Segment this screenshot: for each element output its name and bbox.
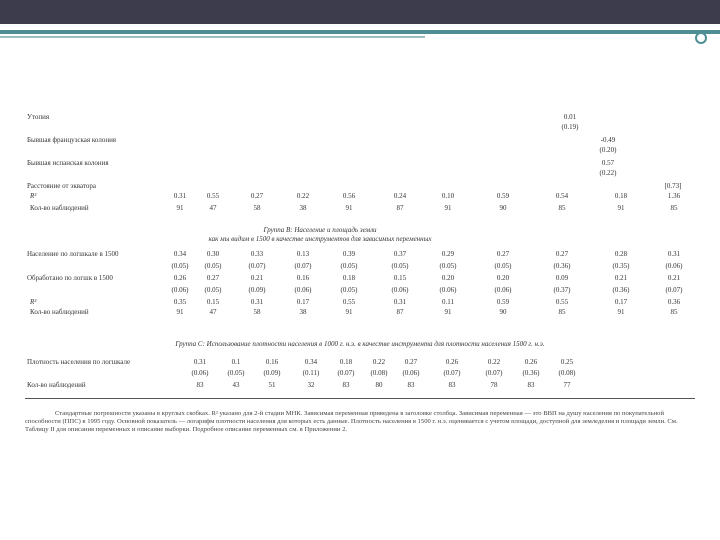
r2-label: R² (30, 298, 37, 306)
coef-value: 0.34 (173, 250, 187, 258)
n-value: 83 (527, 381, 535, 389)
coef-se: (0.37) (553, 286, 571, 294)
n-value: 58 (253, 204, 261, 212)
coef-se: (0.05) (439, 262, 457, 270)
coef-se: (0.07) (485, 369, 503, 377)
coef-value: 0.31 (193, 358, 207, 366)
coef-value: 0.20 (441, 274, 455, 282)
n-value: 91 (444, 204, 452, 212)
n-value: 85 (670, 308, 678, 316)
coef-se: (0.06) (439, 286, 457, 294)
coef-value: 0.1 (231, 358, 241, 366)
n-value: 87 (396, 204, 404, 212)
row-label: Расстояние от экватора (27, 182, 96, 190)
n-label: Кол-во наблюдений (27, 381, 86, 389)
coef-se: (0.05) (227, 369, 245, 377)
coef-se: (0.09) (263, 369, 281, 377)
coef-value: 0.26 (173, 274, 187, 282)
coef-value: 0.09 (555, 274, 569, 282)
n-value: 90 (499, 308, 507, 316)
n-value: 85 (670, 204, 678, 212)
r2-value: 0.36 (667, 298, 681, 306)
r2-value: 0.17 (296, 298, 310, 306)
coef-value: 0.28 (614, 250, 628, 258)
coef-se: (0.36) (553, 262, 571, 270)
n-value: 38 (299, 308, 307, 316)
coef-value: -0.49 (600, 136, 616, 144)
n-value: 91 (617, 204, 625, 212)
coef-se: (0.36) (522, 369, 540, 377)
n-value: 91 (345, 204, 353, 212)
r2-value: 0.55 (206, 192, 220, 200)
coef-se: (0.22) (599, 169, 617, 177)
r2-value: 0.31 (250, 298, 264, 306)
coef-value: 0.20 (496, 274, 510, 282)
coef-value: 0.25 (560, 358, 574, 366)
r2-value: 0.18 (614, 192, 628, 200)
r2-value: 0.31 (393, 298, 407, 306)
coef-se: (0.36) (612, 286, 630, 294)
coef-se: (0.19) (561, 123, 579, 131)
coef-value: 0.22 (372, 358, 386, 366)
n-value: 58 (253, 308, 261, 316)
coef-value: 0.39 (342, 250, 356, 258)
r2-value: 0.27 (250, 192, 264, 200)
table-footnote: Стандартные погрешности указаны в круглых скобках. R² указано для 2-й стадии МНК. Зависимая переменная приведена в заголовке столбца. Зависимая переменная — это ВВП на душу населения по покупательной способности (ППС) в 1995 году. Основной показатель — логарифм плотности населения для которых есть данные. Плотность населения в 1500 г. н.э. оценивается с учетом площади, доступной для земледелия и площади земли. См. Таблицу II для описания переменных и описание выборки. Подробное описание переменных см. в Приложении 2. (25, 410, 678, 433)
r2-value: 0.22 (296, 192, 310, 200)
n-value: 77 (563, 381, 571, 389)
row-label: Плотность населения по логшкале (27, 358, 131, 366)
coef-se: (0.05) (204, 262, 222, 270)
n-value: 91 (345, 308, 353, 316)
row-label: Население по логшкале в 1500 (27, 250, 119, 258)
r2-value: 0.59 (496, 192, 510, 200)
r2-label: R² (30, 192, 37, 200)
coef-value: 0.21 (667, 274, 681, 282)
coef-value: 0.18 (339, 358, 353, 366)
coef-se: (0.35) (612, 262, 630, 270)
row-label: Бывшая испанская колония (27, 159, 109, 167)
n-value: 43 (232, 381, 240, 389)
coef-se: (0.20) (599, 146, 617, 154)
coef-se: (0.06) (191, 369, 209, 377)
coef-value: 0.13 (296, 250, 310, 258)
n-value: 78 (490, 381, 498, 389)
coef-se: (0.05) (494, 262, 512, 270)
coef-se: (0.07) (443, 369, 461, 377)
r2-value: 0.11 (442, 298, 454, 306)
n-label: Кол-во наблюдений (30, 308, 89, 316)
n-value: 83 (342, 381, 350, 389)
coef-value: 0.16 (265, 358, 279, 366)
r2-value: 0.35 (173, 298, 187, 306)
group-b-title: Группа B: Население и площадь земли (263, 226, 377, 234)
coef-value: 0.34 (304, 358, 318, 366)
n-label: Кол-во наблюдений (30, 204, 89, 212)
coef-value: 0.16 (296, 274, 310, 282)
n-value: 80 (375, 381, 383, 389)
group-c-title: Группа C: Использование плотности населения в 1000 г. н.э. в качестве инструмента для плотности населения 1500 г. н.э. (175, 340, 545, 348)
coef-value: [0.73] (664, 182, 682, 190)
n-value: 91 (176, 204, 184, 212)
n-value: 90 (499, 204, 507, 212)
coef-se: (0.09) (248, 286, 266, 294)
coef-value: 0.29 (441, 250, 455, 258)
n-value: 83 (196, 381, 204, 389)
r2-value: 0.54 (555, 192, 569, 200)
coef-se: (0.06) (171, 286, 189, 294)
n-value: 85 (558, 308, 566, 316)
coef-se: (0.06) (402, 369, 420, 377)
coef-value: 0.21 (250, 274, 264, 282)
coef-se: (0.05) (340, 286, 358, 294)
coef-se: (0.11) (302, 369, 320, 377)
r2-value: 0.55 (342, 298, 356, 306)
n-value: 32 (307, 381, 315, 389)
r2-value: 0.15 (206, 298, 220, 306)
coef-value: 0.37 (393, 250, 407, 258)
r2-value: 0.10 (441, 192, 455, 200)
n-value: 83 (407, 381, 415, 389)
group-b-subtitle: как мы видим в 1500 в качестве инструментов для зависимых переменных (208, 235, 432, 243)
n-value: 91 (176, 308, 184, 316)
row-label: Бывшая французская колония (27, 136, 117, 144)
coef-value: 0.26 (445, 358, 459, 366)
n-value: 47 (209, 308, 217, 316)
coef-value: 0.22 (487, 358, 501, 366)
coef-value: 0.27 (496, 250, 510, 258)
n-value: 85 (558, 204, 566, 212)
coef-se: (0.06) (494, 286, 512, 294)
n-value: 38 (299, 204, 307, 212)
coef-value: 0.30 (206, 250, 220, 258)
coef-se: (0.05) (204, 286, 222, 294)
coef-se: (0.05) (391, 262, 409, 270)
n-value: 91 (617, 308, 625, 316)
coef-se: (0.06) (665, 262, 683, 270)
r2-value: 0.17 (614, 298, 628, 306)
r2-value: 0.59 (496, 298, 510, 306)
row-label: Утопия (27, 113, 50, 121)
row-label: Обработано по логшк в 1500 (27, 274, 113, 282)
n-value: 83 (448, 381, 456, 389)
coef-value: 0.27 (206, 274, 220, 282)
coef-se: (0.07) (665, 286, 683, 294)
coef-se: (0.08) (558, 369, 576, 377)
r2-value: 1.36 (667, 192, 681, 200)
r2-value: 0.55 (555, 298, 569, 306)
coef-value: 0.21 (614, 274, 628, 282)
coef-se: (0.08) (370, 369, 388, 377)
coef-value: 0.33 (250, 250, 264, 258)
coef-value: 0.31 (667, 250, 681, 258)
coef-value: 0.27 (555, 250, 569, 258)
r2-value: 0.56 (342, 192, 356, 200)
n-value: 87 (396, 308, 404, 316)
r2-value: 0.31 (173, 192, 187, 200)
table-bottom-rule (25, 398, 695, 399)
coef-se: (0.05) (171, 262, 189, 270)
coef-se: (0.05) (340, 262, 358, 270)
n-value: 91 (444, 308, 452, 316)
coef-se: (0.06) (294, 286, 312, 294)
coef-se: (0.06) (391, 286, 409, 294)
n-value: 47 (209, 204, 217, 212)
coef-value: 0.15 (393, 274, 407, 282)
coef-value: 0.26 (524, 358, 538, 366)
n-value: 51 (268, 381, 276, 389)
coef-se: (0.07) (248, 262, 266, 270)
r2-value: 0.24 (393, 192, 407, 200)
coef-value: 0.57 (601, 159, 615, 167)
coef-value: 0.18 (342, 274, 356, 282)
coef-se: (0.07) (294, 262, 312, 270)
coef-value: 0.27 (404, 358, 418, 366)
coef-value: 0.01 (563, 113, 577, 121)
coef-se: (0.07) (337, 369, 355, 377)
